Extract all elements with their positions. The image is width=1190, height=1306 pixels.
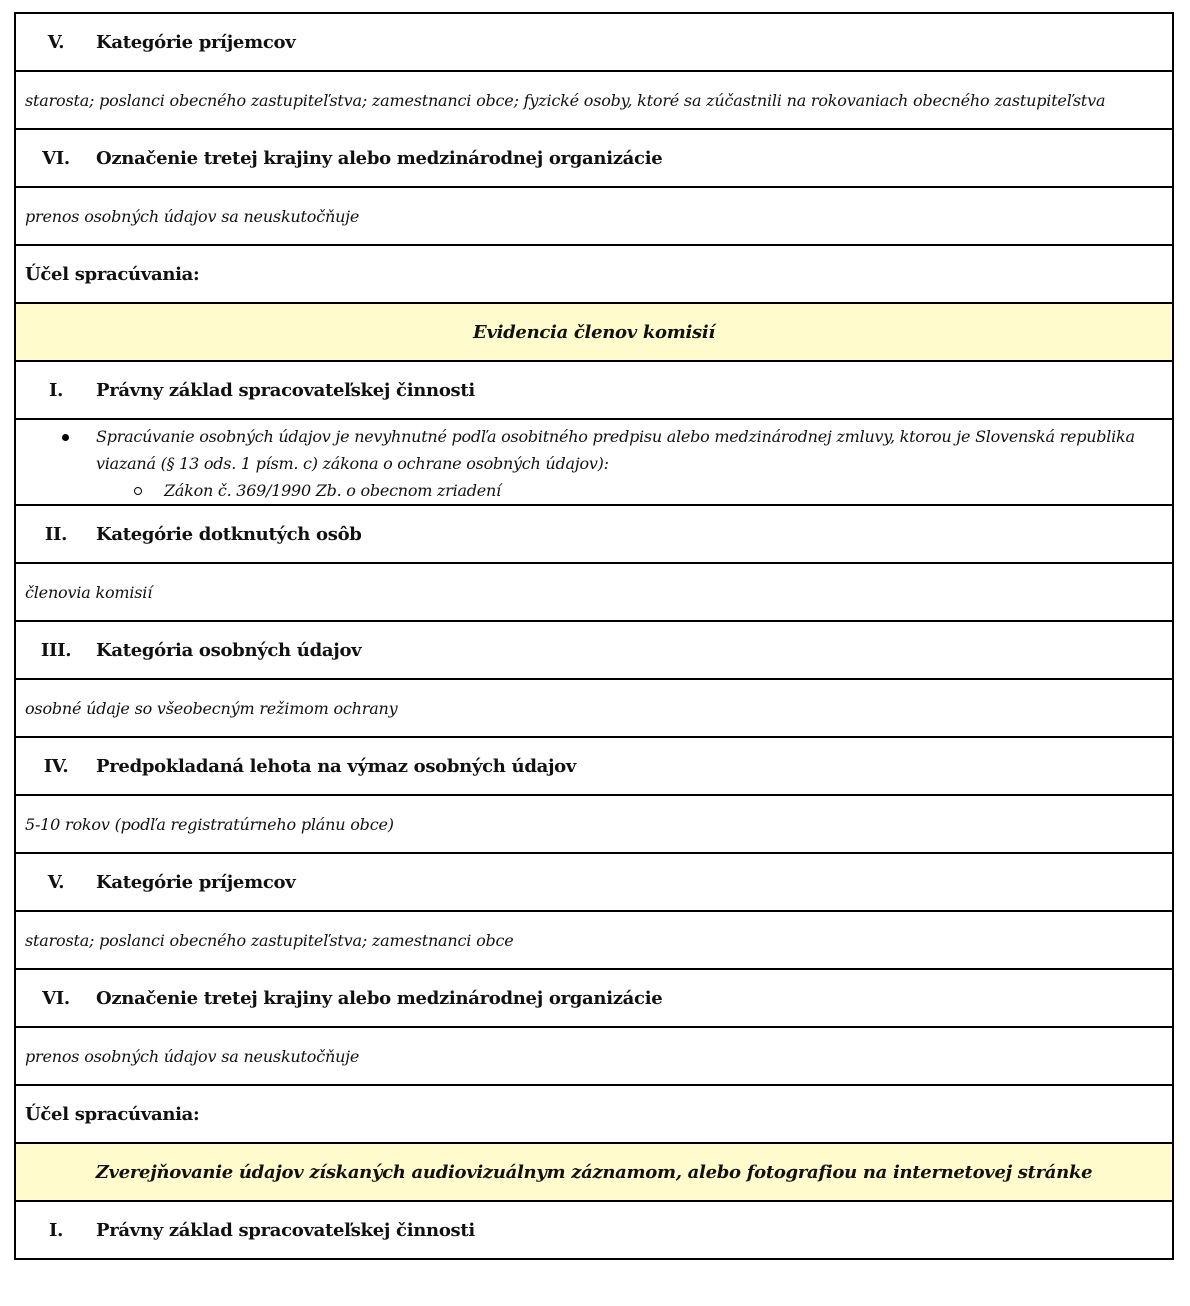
section-text: starosta; poslanci obecného zastupiteľstva; zamestnanci obce; fyzické osoby, ktoré sa zúčastnili na rokovaniach obecného zastupiteľstva bbox=[25, 90, 1106, 110]
section-text: 5-10 rokov (podľa registratúrneho plánu obce) bbox=[25, 814, 394, 834]
section-number: V. bbox=[47, 871, 65, 893]
section-title: Kategória osobných údajov bbox=[96, 639, 362, 661]
section-number: VI. bbox=[42, 987, 70, 1009]
section-content-row bbox=[15, 187, 1173, 245]
section-text: prenos osobných údajov sa neuskutočňuje bbox=[25, 206, 360, 226]
section-title: Označenie tretej krajiny alebo medzinárodnej organizácie bbox=[96, 147, 663, 169]
purpose-title-row bbox=[15, 303, 1173, 361]
purpose-label: Účel spracúvania: bbox=[25, 263, 200, 285]
section-number: II. bbox=[44, 523, 68, 545]
section-number: V. bbox=[47, 31, 65, 53]
section-content-row bbox=[15, 1027, 1173, 1085]
list-item bbox=[16, 423, 1172, 477]
section-number: VI. bbox=[42, 147, 70, 169]
legal-basis-list bbox=[16, 420, 1172, 504]
section-content-row bbox=[15, 71, 1173, 129]
section-text: starosta; poslanci obecného zastupiteľstva; zamestnanci obce bbox=[25, 930, 514, 950]
section-number: IV. bbox=[43, 755, 69, 777]
sub-list-item-text: Zákon č. 369/1990 Zb. o obecnom zriadení bbox=[164, 481, 501, 500]
section-header-row bbox=[15, 505, 1173, 563]
section-header-row bbox=[15, 1201, 1173, 1259]
section-title: Označenie tretej krajiny alebo medzinárodnej organizácie bbox=[96, 987, 663, 1009]
purpose-title-row bbox=[15, 1143, 1173, 1201]
section-content-row bbox=[15, 911, 1173, 969]
section-header-row bbox=[15, 361, 1173, 419]
purpose-label-row bbox=[15, 1085, 1173, 1143]
section-content-row bbox=[15, 795, 1173, 853]
section-content-row bbox=[15, 563, 1173, 621]
section-header-row bbox=[15, 853, 1173, 911]
purpose-label: Účel spracúvania: bbox=[25, 1103, 200, 1125]
section-text: prenos osobných údajov sa neuskutočňuje bbox=[25, 1046, 360, 1066]
section-header-row bbox=[15, 13, 1173, 71]
circle-bullet-icon bbox=[134, 487, 142, 495]
purpose-label-row bbox=[15, 245, 1173, 303]
section-title: Kategórie dotknutých osôb bbox=[96, 523, 362, 545]
section-title: Právny základ spracovateľskej činnosti bbox=[96, 1219, 475, 1241]
section-title: Právny základ spracovateľskej činnosti bbox=[96, 379, 475, 401]
section-header-row bbox=[15, 737, 1173, 795]
legal-basis-list-row bbox=[15, 419, 1173, 505]
section-content-row bbox=[15, 679, 1173, 737]
section-text: osobné údaje so všeobecným režimom ochrany bbox=[25, 698, 398, 718]
section-number: I. bbox=[48, 379, 64, 401]
bullet-icon bbox=[62, 434, 69, 441]
section-number: III. bbox=[40, 639, 72, 661]
section-title: Kategórie príjemcov bbox=[96, 31, 296, 53]
section-text: členovia komisií bbox=[25, 582, 153, 602]
section-header-row bbox=[15, 621, 1173, 679]
section-title: Kategórie príjemcov bbox=[96, 871, 296, 893]
section-title: Predpokladaná lehota na výmaz osobných údajov bbox=[96, 755, 577, 777]
sub-list-item bbox=[16, 477, 1172, 504]
processing-activities-table bbox=[14, 12, 1174, 1260]
purpose-title: Evidencia členov komisií bbox=[473, 321, 715, 343]
list-item-text: Spracúvanie osobných údajov je nevyhnutné podľa osobitného predpisu alebo medzinárodnej zmluvy, ktorou je Slovenská republika viazaná (§ 13 ods. 1 písm. c) zákona o ochrane osobných údajov): bbox=[96, 427, 1135, 473]
section-header-row bbox=[15, 129, 1173, 187]
section-header-row bbox=[15, 969, 1173, 1027]
purpose-title: Zverejňovanie údajov získaných audiovizuálnym záznamom, alebo fotografiou na internetovej stránke bbox=[95, 1161, 1093, 1183]
section-number: I. bbox=[48, 1219, 64, 1241]
